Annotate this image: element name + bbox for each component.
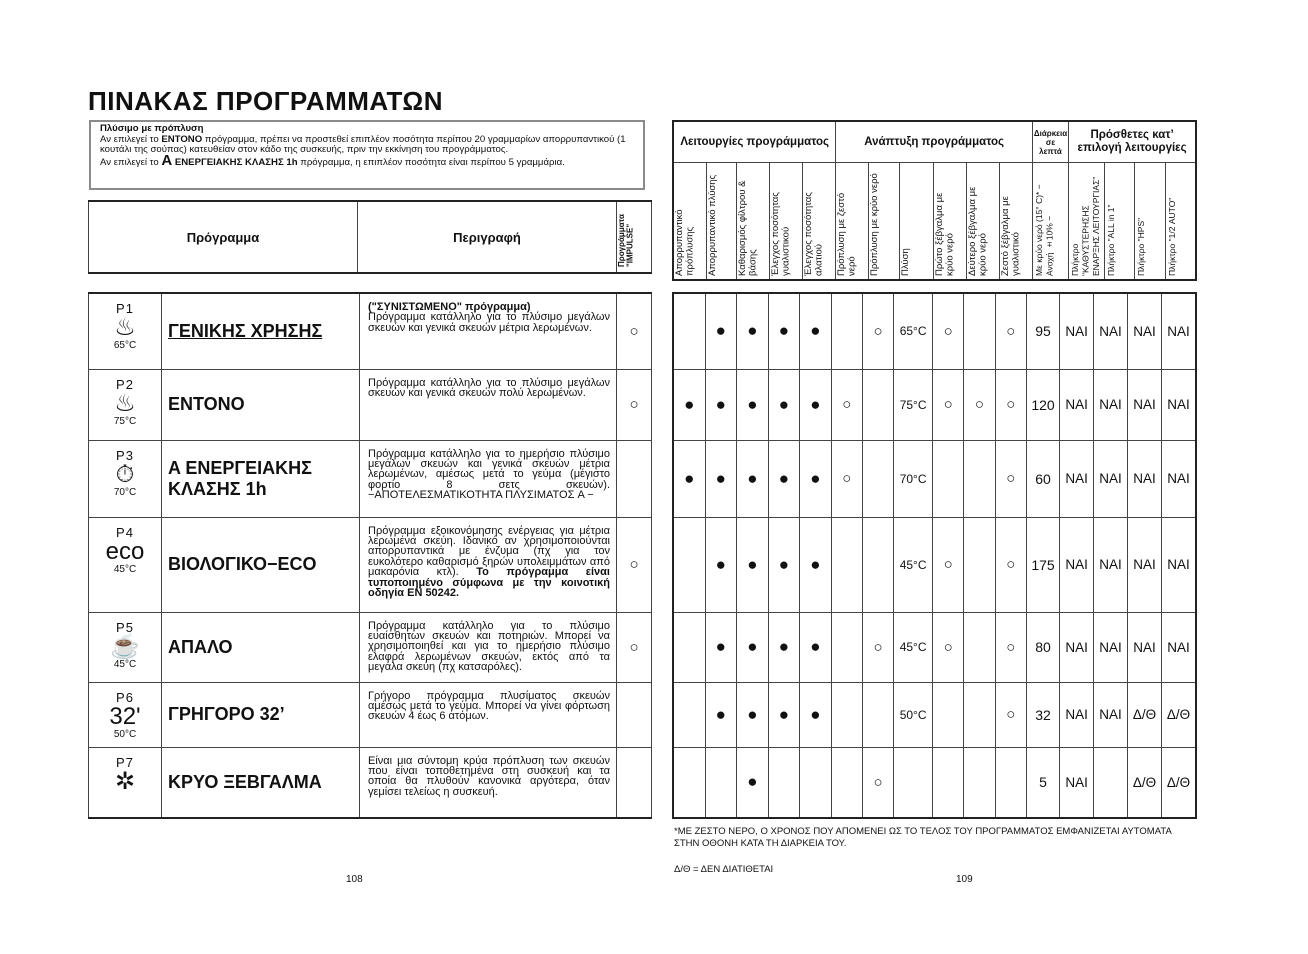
required-dot: ● bbox=[705, 682, 737, 747]
description-text: Πρόγραμμα κατάλληλο για το πλύσιμο μεγάλων σκευών και γενικά σκευών μέτρια λερωμένων. bbox=[368, 311, 610, 334]
option-value bbox=[673, 747, 705, 818]
footnote: *ΜΕ ΖΕΣΤΟ ΝΕΡΟ, Ο ΧΡΟΝΟΣ ΠΟΥ ΑΠΟΜΕΝΕΙ ΩΣ ΤΟ ΤΕΛΟΣ ΤΟΥ ΠΡΟΓΡΑΜΜΑΤΟΣ ΕΜΦΑΝΙΖΕΤΑΙ ΑΥΤΟΜΑΤΑ ΣΤΗΝ ΟΘΟΝΗ ΚΑΤΑ ΤΗ ΔΙΑΡΚΕΙΑ ΤΟΥ. bbox=[674, 826, 1172, 849]
column-header bbox=[1032, 163, 1068, 281]
option-value: Δ/Θ bbox=[1128, 682, 1162, 747]
left-table-header bbox=[88, 200, 652, 274]
duration-value: 120 bbox=[1026, 369, 1059, 440]
program-description bbox=[360, 369, 617, 440]
program-row bbox=[89, 440, 652, 517]
column-header-label: Απορρυπαντικό πλύσης bbox=[707, 174, 718, 276]
option-value: ΝΑΙ bbox=[1060, 612, 1094, 682]
phase-circle: ○ bbox=[995, 369, 1026, 440]
grid-row bbox=[673, 517, 1196, 612]
column-header bbox=[899, 163, 933, 281]
column-header bbox=[770, 163, 803, 281]
column-header bbox=[803, 163, 836, 281]
required-dot: ● bbox=[673, 369, 705, 440]
description-bold: ("ΣΥΝΙΣΤΩΜΕΝΟ" πρόγραμμα) bbox=[368, 301, 531, 313]
prewash-note bbox=[89, 120, 645, 190]
grid-row bbox=[673, 440, 1196, 517]
required-dot: ● bbox=[737, 747, 769, 818]
option-value: Δ/Θ bbox=[1161, 682, 1196, 747]
option-value: Δ/Θ bbox=[1128, 747, 1162, 818]
column-header-label: Πρόπλυση με ζεστό νερό bbox=[836, 192, 858, 276]
program-description bbox=[360, 440, 617, 517]
required-dot: ● bbox=[768, 612, 800, 682]
phase-circle: ○ bbox=[933, 293, 964, 369]
program-name: ΒΙΟΛΟΓΙΚΟ−ECO bbox=[162, 517, 360, 612]
option-value bbox=[862, 440, 893, 517]
wash-temperature: 45°C bbox=[894, 612, 933, 682]
option-value bbox=[964, 612, 995, 682]
required-dot: ● bbox=[737, 440, 769, 517]
required-dot: ● bbox=[705, 440, 737, 517]
note-heading: Πλύσιμο με πρόπλυση bbox=[100, 123, 204, 134]
program-temperature: 45°C bbox=[113, 563, 137, 575]
option-value bbox=[964, 682, 995, 747]
note-bold: ΕΝΕΡΓΕΙΑΚΗΣ ΚΛΑΣΗΣ 1h bbox=[172, 156, 298, 168]
header-group-duration: Διάρκεια σε λεπτά bbox=[1032, 121, 1068, 163]
column-header bbox=[673, 163, 707, 281]
required-dot: ● bbox=[800, 612, 832, 682]
program-number: P2 bbox=[116, 376, 134, 392]
phase-circle: ○ bbox=[862, 747, 893, 818]
required-dot: ● bbox=[800, 517, 832, 612]
option-value bbox=[995, 747, 1026, 818]
wash-temperature: 45°C bbox=[894, 517, 933, 612]
column-header-label: Δεύτερο ξέβγαλμα με κρύο νερό bbox=[966, 186, 989, 276]
description-text: Πρόγραμμα κατάλληλο για το ημερήσιο πλύσιμο μεγάλων σκευών και γενικά σκευών μέτρια λερωμένων, αμέσως μετά το γεύμα (μέγιστο φορτίο 8 σετς σκευών). −ΑΠΟΤΕΛΕΣΜΑΤΙΚΟΤΗΤΑ ΠΛΥΣΙΜΑΤΟΣ A − bbox=[368, 447, 610, 502]
header-program: Πρόγραμμα bbox=[89, 201, 358, 273]
required-dot: ● bbox=[705, 369, 737, 440]
option-value: ΝΑΙ bbox=[1060, 440, 1094, 517]
column-header-label: Πλύση bbox=[899, 248, 911, 276]
option-value bbox=[831, 517, 862, 612]
note-text: πρόγραμμα, πρέπει να προστεθεί επιπλέον ποσότητα περίπου 20 γραμμαρίων απορρυπαντικού (1 κουτάλι της σούπας) κατευθείαν στον κάδο της συσκευής, πριν την εκκίνηση του προγράμματος. bbox=[100, 133, 626, 155]
required-dot: ● bbox=[768, 440, 800, 517]
option-value: ΝΑΙ bbox=[1161, 440, 1196, 517]
option-value: ΝΑΙ bbox=[1060, 293, 1094, 369]
option-value: ΝΑΙ bbox=[1094, 440, 1128, 517]
impulse-mark: ○ bbox=[617, 293, 652, 369]
option-value bbox=[831, 293, 862, 369]
cup-icon: ☕ bbox=[110, 632, 140, 660]
required-dot: ● bbox=[800, 440, 832, 517]
program-name: ΓΡΗΓΟΡΟ 32’ bbox=[162, 682, 360, 747]
aclass-clock-icon: ⏱ bbox=[115, 460, 135, 488]
option-value: ΝΑΙ bbox=[1128, 612, 1162, 682]
cold-rinse-icon: ✲ bbox=[114, 767, 136, 795]
grid-row bbox=[673, 612, 1196, 682]
option-value bbox=[862, 369, 893, 440]
note-text: πρόγραμμα, η επιπλέον ποσότητα είναι περίπου 5 γραμμάρια. bbox=[297, 156, 565, 168]
option-value bbox=[964, 747, 995, 818]
phase-circle: ○ bbox=[862, 612, 893, 682]
column-header bbox=[869, 163, 899, 281]
header-description: Περιγραφή bbox=[358, 201, 617, 273]
option-value bbox=[964, 517, 995, 612]
option-value bbox=[831, 747, 862, 818]
option-value: ΝΑΙ bbox=[1060, 682, 1094, 747]
option-value: ΝΑΙ bbox=[1161, 517, 1196, 612]
program-number: P1 bbox=[116, 301, 134, 316]
description-text: Είναι μια σύντομη κρύα πρόπλυση των σκευών που είναι τοποθετημένα στη συσκευή και τα οποία θα πλυθούν κανονικά αργότερα, όταν γεμίσει τελείως η συσκευή. bbox=[368, 754, 610, 798]
phase-circle: ○ bbox=[933, 612, 964, 682]
required-dot: ● bbox=[768, 369, 800, 440]
option-value: ΝΑΙ bbox=[1060, 369, 1094, 440]
option-value bbox=[768, 747, 800, 818]
impulse-mark bbox=[617, 440, 652, 517]
program-number: P5 bbox=[116, 619, 134, 635]
phase-circle: ○ bbox=[995, 612, 1026, 682]
grid-row bbox=[673, 747, 1196, 818]
column-header-label: Ζεστό ξέβγαλμα με γυαλιστικό bbox=[999, 196, 1022, 276]
program-temperature: 70°C bbox=[113, 486, 137, 498]
header-group-functions: Λειτουργίες προγράμματος bbox=[673, 121, 836, 163]
column-header-label: Πλήκτρο "ALL in 1" bbox=[1105, 204, 1116, 276]
program-row bbox=[89, 369, 652, 440]
grid-row bbox=[673, 369, 1196, 440]
grid-row bbox=[673, 682, 1196, 747]
required-dot: ● bbox=[673, 440, 705, 517]
duration-value: 5 bbox=[1026, 747, 1059, 818]
program-row bbox=[89, 747, 652, 818]
program-icon-cell bbox=[89, 682, 162, 747]
grid-row bbox=[673, 293, 1196, 369]
program-number: P4 bbox=[116, 524, 134, 540]
program-icon-cell bbox=[89, 440, 162, 517]
required-dot: ● bbox=[737, 293, 769, 369]
impulse-mark: ○ bbox=[617, 517, 652, 612]
option-value: ΝΑΙ bbox=[1094, 293, 1128, 369]
column-header-label: Με κρύο νερό (15° C)* − Ανοχή ±10% − bbox=[1033, 184, 1055, 276]
page-number-right: 109 bbox=[956, 874, 973, 885]
description-text: Πρόγραμμα εξοικονόμησης ενέργειας για μέτρια λερωμένα σκεύη. Ιδανικό αν χρησιμοποιούνται απορρυπαντικά με ένζυμα (πχ για τον ευκολότερο καθαρισμό ξηρών υπολειμμάτων από μακαρόνια κτλ). bbox=[368, 524, 610, 579]
option-value: ΝΑΙ bbox=[1161, 369, 1196, 440]
option-value: ΝΑΙ bbox=[1094, 517, 1128, 612]
required-dot: ● bbox=[800, 293, 832, 369]
option-value bbox=[862, 517, 893, 612]
option-value: ΝΑΙ bbox=[1094, 612, 1128, 682]
option-value bbox=[831, 612, 862, 682]
required-dot: ● bbox=[705, 517, 737, 612]
required-dot: ● bbox=[800, 682, 832, 747]
program-name: ΑΠΑΛΟ bbox=[162, 612, 360, 682]
duration-value: 80 bbox=[1026, 612, 1059, 682]
program-icon-cell bbox=[89, 369, 162, 440]
required-dot: ● bbox=[705, 612, 737, 682]
column-header-label: Καθαρισμός φίλτρου & βάσης bbox=[737, 180, 759, 276]
column-header bbox=[1104, 163, 1134, 281]
program-icon-cell bbox=[89, 517, 162, 612]
note-text: Αν επιλεγεί το bbox=[100, 156, 162, 168]
impulse-mark bbox=[617, 747, 652, 818]
impulse-mark bbox=[617, 682, 652, 747]
note-bold: ΕΝΤΟΝΟ bbox=[161, 133, 203, 145]
program-row bbox=[89, 682, 652, 747]
column-header bbox=[1135, 163, 1165, 281]
wash-temperature: 50°C bbox=[894, 682, 933, 747]
column-header bbox=[999, 163, 1032, 281]
option-value: Δ/Θ bbox=[1161, 747, 1196, 818]
option-value: ΝΑΙ bbox=[1161, 293, 1196, 369]
option-value bbox=[933, 682, 964, 747]
required-dot: ● bbox=[737, 612, 769, 682]
rapid-32-icon: 32' bbox=[109, 702, 141, 730]
option-value: ΝΑΙ bbox=[1094, 369, 1128, 440]
required-dot: ● bbox=[768, 293, 800, 369]
required-dot: ● bbox=[800, 369, 832, 440]
phase-circle: ○ bbox=[995, 440, 1026, 517]
program-row bbox=[89, 612, 652, 682]
legend-na: Δ/Θ = ΔΕΝ ΔΙΑΤΙΘΕΤΑΙ bbox=[674, 864, 774, 875]
program-description bbox=[360, 747, 617, 818]
option-value: ΝΑΙ bbox=[1128, 293, 1162, 369]
option-value bbox=[831, 682, 862, 747]
program-icon-cell bbox=[89, 612, 162, 682]
phase-circle: ○ bbox=[862, 293, 893, 369]
option-value bbox=[673, 682, 705, 747]
option-value bbox=[705, 747, 737, 818]
phase-circle: ○ bbox=[831, 440, 862, 517]
column-header-label: Πρόπλυση με κρύο νερό bbox=[869, 173, 881, 276]
right-table-header bbox=[672, 120, 1197, 281]
phase-circle: ○ bbox=[995, 682, 1026, 747]
option-value bbox=[894, 747, 933, 818]
phase-circle: ○ bbox=[995, 293, 1026, 369]
duration-value: 175 bbox=[1026, 517, 1059, 612]
option-value: ΝΑΙ bbox=[1060, 517, 1094, 612]
column-header bbox=[1069, 163, 1105, 281]
column-header bbox=[966, 163, 999, 281]
program-row bbox=[89, 293, 652, 369]
column-header bbox=[737, 163, 770, 281]
phase-circle: ○ bbox=[831, 369, 862, 440]
option-value: ΝΑΙ bbox=[1060, 747, 1094, 818]
program-temperature: 65°C bbox=[113, 340, 137, 351]
header-impulse: Προγράμματα "IMPULSE" bbox=[617, 214, 635, 267]
column-header-label: Απορρυπαντικό πρόπλυσης bbox=[674, 209, 696, 276]
required-dot: ● bbox=[705, 293, 737, 369]
option-value: ΝΑΙ bbox=[1128, 517, 1162, 612]
note-a-letter: A bbox=[161, 151, 173, 169]
note-text: Αν επιλεγεί το bbox=[100, 133, 162, 145]
program-row bbox=[89, 517, 652, 612]
program-description bbox=[360, 682, 617, 747]
option-value bbox=[673, 293, 705, 369]
column-header bbox=[707, 163, 737, 281]
wash-temperature: 65°C bbox=[894, 293, 933, 369]
option-value bbox=[862, 682, 893, 747]
column-header bbox=[1165, 163, 1196, 281]
description-text: Πρόγραμμα κατάλληλο για το πλύσιμο ευαίσθητων σκευών και ποτηριών. Μπορεί να χρησιμοποιηθεί και για το ημερήσιο πλύσιμο ελαφρά λερωμένων σκευών, εκτός από τα μεγάλα σκεύη (πχ κατσαρόλες). bbox=[368, 619, 610, 674]
page-number-left: 108 bbox=[346, 874, 363, 885]
eco-icon: eco bbox=[105, 537, 145, 565]
column-header bbox=[933, 163, 966, 281]
required-dot: ● bbox=[737, 682, 769, 747]
program-name: ΚΡΥΟ ΞΕΒΓΑΛΜΑ bbox=[162, 747, 360, 818]
option-value bbox=[673, 612, 705, 682]
duration-value: 32 bbox=[1026, 682, 1059, 747]
description-text: Πρόγραμμα κατάλληλο για το πλύσιμο μεγάλων σκευών και γενικά σκευών πολύ λερωμένων. bbox=[368, 376, 610, 399]
program-temperature: 45°C bbox=[113, 658, 137, 670]
option-value: ΝΑΙ bbox=[1128, 440, 1162, 517]
pot-icon: ♨ bbox=[114, 314, 136, 341]
program-number: P3 bbox=[116, 447, 134, 463]
option-value bbox=[964, 293, 995, 369]
wash-temperature: 70°C bbox=[894, 440, 933, 517]
phase-circle: ○ bbox=[933, 517, 964, 612]
column-header-label: Έλεγχος ποσότητας γυαλιστικού bbox=[770, 192, 792, 276]
header-group-options: Πρόσθετες κατ’ επιλογή λειτουργίες bbox=[1069, 121, 1196, 163]
pot-icon: ♨ bbox=[114, 389, 136, 417]
program-name: ΕΝΤΟΝΟ bbox=[162, 369, 360, 440]
description-text: Γρήγορο πρόγραμμα πλυσίματος σκευών αμέσως μετά το γεύμα. Μπορεί να γίνει φόρτωση σκευών 4 έως 6 ατόμων. bbox=[368, 689, 610, 723]
program-name: ΓΕΝΙΚΗΣ ΧΡΗΣΗΣ bbox=[162, 293, 360, 369]
impulse-mark: ○ bbox=[617, 369, 652, 440]
impulse-mark: ○ bbox=[617, 612, 652, 682]
option-value bbox=[933, 747, 964, 818]
required-dot: ● bbox=[768, 517, 800, 612]
description-bold: Το πρόγραμμα είναι τυποποιημένο σύμφωνα με την κοινοτική οδηγία EN 50242. bbox=[368, 566, 610, 599]
required-dot: ● bbox=[737, 369, 769, 440]
required-dot: ● bbox=[737, 517, 769, 612]
column-header-label: Έλεγχος ποσότητας αλατιού bbox=[803, 192, 825, 276]
column-header-label: Πλήκτρο "1/2 AUTO" bbox=[1166, 197, 1177, 276]
option-value bbox=[1094, 747, 1128, 818]
column-header-label: Πλήκτρο "ΚΑΘΥΣΤΕΡΗΣΗΣ ΕΝΑΡΞΗΣ ΛΕΙΤΟΥΡΓΙΑΣ" bbox=[1070, 176, 1102, 276]
phase-circle: ○ bbox=[933, 369, 964, 440]
program-temperature: 75°C bbox=[113, 415, 137, 427]
option-value: ΝΑΙ bbox=[1128, 369, 1162, 440]
option-value bbox=[673, 517, 705, 612]
program-temperature: 50°C bbox=[113, 728, 137, 740]
program-description bbox=[360, 612, 617, 682]
program-number: P7 bbox=[116, 754, 134, 770]
wash-temperature: 75°C bbox=[894, 369, 933, 440]
option-value bbox=[964, 440, 995, 517]
duration-value: 60 bbox=[1026, 440, 1059, 517]
program-description bbox=[360, 517, 617, 612]
option-value: ΝΑΙ bbox=[1161, 612, 1196, 682]
program-description bbox=[360, 293, 617, 369]
column-header-label: Πλήκτρο "HPS" bbox=[1136, 217, 1147, 276]
program-icon-cell bbox=[89, 747, 162, 818]
program-icon-cell bbox=[89, 293, 162, 369]
column-header-label: Πρώτο ξέβγαλμα με κρύο νερό bbox=[933, 192, 956, 276]
phase-circle: ○ bbox=[995, 517, 1026, 612]
header-group-development: Ανάπτυξη προγράμματος bbox=[836, 121, 1033, 163]
program-name: A ΕΝΕΡΓΕΙΑΚΗΣ ΚΛΑΣΗΣ 1h bbox=[162, 440, 360, 517]
program-table bbox=[88, 292, 652, 819]
option-value: ΝΑΙ bbox=[1094, 682, 1128, 747]
phase-circle: ○ bbox=[964, 369, 995, 440]
program-grid bbox=[672, 292, 1197, 819]
duration-value: 95 bbox=[1026, 293, 1059, 369]
header-impulse-cell bbox=[617, 201, 652, 273]
required-dot: ● bbox=[768, 682, 800, 747]
option-value bbox=[933, 440, 964, 517]
option-value bbox=[800, 747, 832, 818]
program-number: P6 bbox=[116, 689, 134, 705]
column-header bbox=[836, 163, 869, 281]
page-title: ΠΙΝΑΚΑΣ ΠΡΟΓΡΑΜΜΑΤΩΝ bbox=[88, 86, 444, 116]
